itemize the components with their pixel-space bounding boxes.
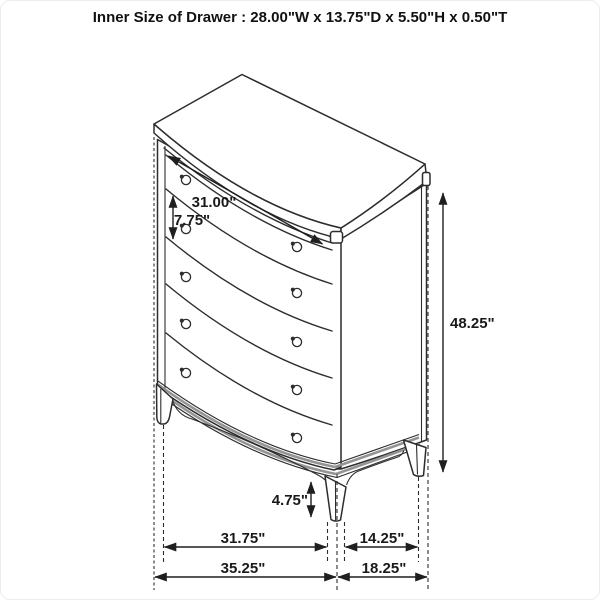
side-leg-span-label: 14.25" xyxy=(359,530,405,547)
overall-width-label: 35.25" xyxy=(220,560,266,577)
dim-side-leg-span xyxy=(346,530,418,547)
overall-depth-label: 18.25" xyxy=(361,560,407,577)
corner-post-cap xyxy=(331,232,343,244)
dim-overall-depth xyxy=(338,560,427,577)
front-leg-span-label: 31.75" xyxy=(220,530,266,547)
drawer-face-width-label: 31.00" xyxy=(191,194,237,211)
dim-overall-height xyxy=(443,193,495,472)
overall-height-label: 48.25" xyxy=(450,315,495,332)
front-right-leg xyxy=(325,476,346,521)
back-right-leg xyxy=(404,440,427,476)
drawer-face-height-label: 7.75" xyxy=(173,212,211,229)
chest-drawing xyxy=(154,75,430,522)
corner-post-cap xyxy=(423,173,431,186)
diagram-title: Inner Size of Drawer : 28.00"W x 13.75"D x 5.50"H x 0.50"T xyxy=(92,9,508,26)
dim-overall-width xyxy=(155,560,336,577)
dim-leg-height xyxy=(272,482,311,517)
dim-front-leg-span xyxy=(165,530,327,547)
leg-height-label: 4.75" xyxy=(271,492,308,509)
